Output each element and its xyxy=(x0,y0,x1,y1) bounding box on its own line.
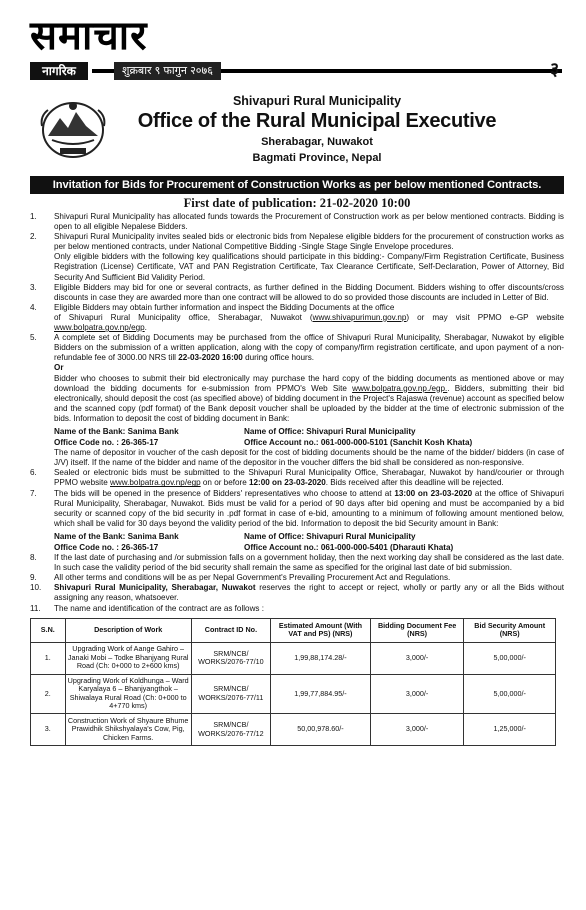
item-text: All other terms and conditions will be as per Nepal Government's Prevailing Procurement Act and Regulations. xyxy=(54,573,451,583)
notice-item-3 xyxy=(30,283,564,303)
notice-item-2 xyxy=(30,232,564,282)
table-cell: 3. xyxy=(31,714,66,746)
bank-office-name: Name of Office: Shivapuri Rural Municipality xyxy=(244,531,416,541)
item-number: 6. xyxy=(30,468,37,478)
table-cell: 3,000/- xyxy=(370,642,464,674)
item-text: of Shivapuri Rural Municipality office, Sherabagar, Nuwakot ( xyxy=(54,312,313,322)
notice-item-9 xyxy=(30,573,564,583)
contracts-table xyxy=(30,618,556,746)
item-text: If the last date of purchasing and /or submission falls on a government holiday, then the next working day shall be considered as the last date. In such case the validity period of the bid security shall remain the same as specified for the original last date of bid submission. xyxy=(54,553,564,573)
table-cell: 50,00,978.60/- xyxy=(271,714,371,746)
table-cell: 1,99,77,884.95/- xyxy=(271,674,371,713)
table-cell: Upgrading Work of Koldhunga – Ward Karyalaya 6 – Bhanjyangthok – Shiwalaya Rural Road (Ch: 0+000 to 4+770 kms) xyxy=(65,674,191,713)
notice-banner: Invitation for Bids for Procurement of Construction Works as per below mentioned Contracts. xyxy=(30,176,564,194)
bank-name: Name of the Bank: Sanima Bank xyxy=(54,426,179,436)
item-text: ) or may visit PPMO e-GP website xyxy=(406,312,564,322)
newspaper-masthead xyxy=(0,0,586,90)
item-number: 8. xyxy=(30,553,37,563)
item-text: Eligible Bidders may obtain further information and inspect the Bidding Documents at the office xyxy=(54,302,395,312)
bank-office-code: Office Code no. : 26-365-17 xyxy=(54,543,159,552)
table-header: Estimated Amount (With VAT and PS) (NRS) xyxy=(271,618,371,642)
notice-item-5 xyxy=(30,333,564,468)
issue-date: शुक्रबार ९ फागुन २०७६ xyxy=(114,62,221,80)
table-header-row xyxy=(31,618,556,642)
notice-item-1 xyxy=(30,212,564,232)
office-province: Bagmati Province, Nepal xyxy=(252,152,382,164)
table-header: S.N. xyxy=(31,618,66,642)
table-header: Bidding Document Fee (NRS) xyxy=(370,618,464,642)
item-number: 11. xyxy=(30,603,41,613)
bank-info-row xyxy=(54,543,564,553)
table-header: Bid Security Amount (NRS) xyxy=(464,618,556,642)
item-text: . Bidders, submitting their bid electronically, should deposit the cost (as specified above) of bidding document in the Project's Rajaswa (revenue) account as specified below and the scanned copy (pdf format) of the Bank deposit voucher shall be uploaded by the bidder at the time of electronic submission of the bids. Information to deposit the cost of bidding document in Bank: xyxy=(54,383,564,423)
newspaper-brand: नागरिक xyxy=(30,62,88,80)
table-cell: SRM/NCB/ WORKS/2076-77/10 xyxy=(191,642,270,674)
page-number: ३ xyxy=(550,59,560,79)
municipality-name: Shivapuri Rural Municipality xyxy=(232,94,402,108)
table-cell: Upgrading Work of Aange Gahiro – Janaki Mobi – Todke Bhanjyang Rural Road (Ch: 0+000 to 2+600 kms) xyxy=(65,642,191,674)
bank-office-name: Name of Office: Shivapuri Rural Municipality xyxy=(244,426,416,436)
bid-notice xyxy=(30,92,564,746)
purchase-deadline: 22-03-2020 16:00 xyxy=(178,353,243,363)
item-number: 4. xyxy=(30,302,37,312)
table-header: Contract ID No. xyxy=(191,618,270,642)
item-text: . xyxy=(144,323,147,333)
item-text-bold: Shivapuri Rural Municipality, Sherabagar, Nuwakot xyxy=(54,583,256,593)
table-cell: SRM/NCB/ WORKS/2076-77/12 xyxy=(191,714,270,746)
table-row xyxy=(31,642,556,674)
item-text: The name and identification of the contract are as follows : xyxy=(54,603,265,613)
item-number: 3. xyxy=(30,282,37,292)
opening-time: 13:00 on 23-03-2020 xyxy=(394,488,473,498)
item-text: Bidder who chooses to submit their bid electronically may purchase the hard copy of the bidding documents as mentioned above or may download the bidding documents for e-submission from PPMO's Web Site xyxy=(54,373,564,393)
table-cell: 5,00,000/- xyxy=(464,674,556,713)
item-text: reserves the right to accept or reject, wholly or partly any or all the Bids without assigning any reason, whatsoever. xyxy=(54,583,564,603)
ppmo-egp-link[interactable]: www.bolpatra.gov.np/egp xyxy=(54,323,145,333)
bank-office-code: Office Code no. : 26-365-17 xyxy=(54,438,159,448)
table-row xyxy=(31,714,556,746)
table-cell: 1,99,88,174.28/- xyxy=(271,642,371,674)
notice-item-11 xyxy=(30,604,564,614)
table-cell: 1. xyxy=(31,642,66,674)
newspaper-section-title: समाचार xyxy=(30,12,148,59)
or-label: Or xyxy=(54,363,64,373)
office-address: Sherabagar, Nuwakot xyxy=(261,136,373,148)
table-cell: Construction Work of Shyaure Bhume Prawidhik Shikshyalaya's Cow, Pig, Chicken Farms. xyxy=(65,714,191,746)
bank-name: Name of the Bank: Sanima Bank xyxy=(54,531,179,541)
submission-deadline: 12:00 on 23-03-2020 xyxy=(248,478,326,488)
publication-date: First date of publication: 21-02-2020 10:00 xyxy=(183,196,411,210)
item-text: during office hours. xyxy=(242,353,315,363)
item-text: Eligible Bidders may bid for one or several contracts, as further defined in the Bidding Document. Bidders wishing to offer discounts/cross discounts in case they are awarded more than one contract will be allowed to do so provided those discounts are included in Letter of Bid. xyxy=(54,282,564,302)
item-text: . Bids received after this deadline will be rejected. xyxy=(325,478,504,488)
item-text: The name of depositor in voucher of the cash deposit for the cost of bidding documents should be the name of the bidder/ bidders (in case of J/V) itself. If the name of the bidder and name of the depositor in the voucher differs the bid shall be considered as non-responsive. xyxy=(54,448,564,468)
office-name: Office of the Rural Municipal Executive xyxy=(137,110,497,132)
bank-account: Office Account no.: 061-000-000-5101 (Sanchit Kosh Khata) xyxy=(244,438,473,448)
item-text: at the office of Shivapuri Rural Municipality, Sherabagar, Nuwakot. Bids must be valid for a period of 90 days after bid opening and must be accompanied by a bid security or scanned copy of the bid security in .pdf format in case of e-bid, amounting to a minimum of following amount mentioned below, which shall be valid for 30 days beyond the validity period of the bid. Information to deposit the bid Security amount in Bank: xyxy=(54,488,564,528)
item-text: The bids will be opened in the presence of Bidders' representatives who choose to attend at xyxy=(54,488,395,498)
item-text-qualifications: Only eligible bidders with the following key qualifications should participate in this bidding:- Company/Firm Registration Certificate, Business Registration (License) Certificate, VAT and PAN Registration Certificate, Tax Clearance Certificate, Self-Declaration, Power of Attorney, Bid Security And Sufficient Bid Validity Period. xyxy=(54,252,564,282)
table-row xyxy=(31,674,556,713)
table-cell: SRM/NCB/ WORKS/2076-77/11 xyxy=(191,674,270,713)
municipality-website-link[interactable]: www.shivapurimun.gov.np xyxy=(312,312,407,322)
table-cell: 1,25,000/- xyxy=(464,714,556,746)
table-header: Description of Work xyxy=(65,618,191,642)
bank-info-row xyxy=(54,438,564,448)
notice-items xyxy=(30,212,564,614)
ppmo-egp-link[interactable]: www.bolpatra.gov.np/egp xyxy=(110,478,201,488)
ppmo-website-link[interactable]: www.bolpatra.gov.np./egp. xyxy=(352,383,448,393)
bank-info-row xyxy=(54,532,564,542)
item-text: Shivapuri Rural Municipality invites sealed bids or electronic bids from Nepalese eligible bidders for the procurement of construction works as per below mentioned contracts, under National Competitive Bidding -Single Stage Single Envelope procedures. xyxy=(54,232,564,252)
table-cell: 5,00,000/- xyxy=(464,642,556,674)
notice-item-10 xyxy=(30,583,564,603)
item-number: 7. xyxy=(30,488,37,498)
notice-item-7 xyxy=(30,489,564,554)
bank-info-row xyxy=(54,427,564,437)
item-text: A complete set of Bidding Documents may be purchased from the office of Shivapuri Rural Municipality, Sherabagar, Nuwakot by eligible Bidders on the submission of a written application, along with the copy of company/firm registration certificate, and upon payment of a non-refundable fee of 3000.00 NRS till xyxy=(54,333,564,363)
item-number: 9. xyxy=(30,573,37,583)
item-number: 5. xyxy=(30,333,37,343)
notice-item-8 xyxy=(30,553,564,573)
item-text: Sealed or electronic bids must be submitted to the Shivapuri Rural Municipality Office, Sherabagar, Nuwakot by hand/courier or through PPMO website xyxy=(54,468,564,488)
bank-account: Office Account no.: 061-000-000-5401 (Dharauti Khata) xyxy=(244,543,454,552)
item-number: 1. xyxy=(30,212,37,221)
item-number: 10. xyxy=(30,583,42,593)
table-cell: 2. xyxy=(31,674,66,713)
notice-item-6 xyxy=(30,468,564,488)
notice-header xyxy=(30,92,564,172)
item-text: Shivapuri Rural Municipality has allocated funds towards the Procurement of Construction work as per below mentioned contracts. Bidding is open to all eligible Nepalese Bidders. xyxy=(54,212,564,232)
item-text: on or before xyxy=(200,478,249,488)
item-number: 2. xyxy=(30,232,37,242)
notice-item-4 xyxy=(30,303,564,333)
table-cell: 3,000/- xyxy=(370,714,464,746)
table-cell: 3,000/- xyxy=(370,674,464,713)
